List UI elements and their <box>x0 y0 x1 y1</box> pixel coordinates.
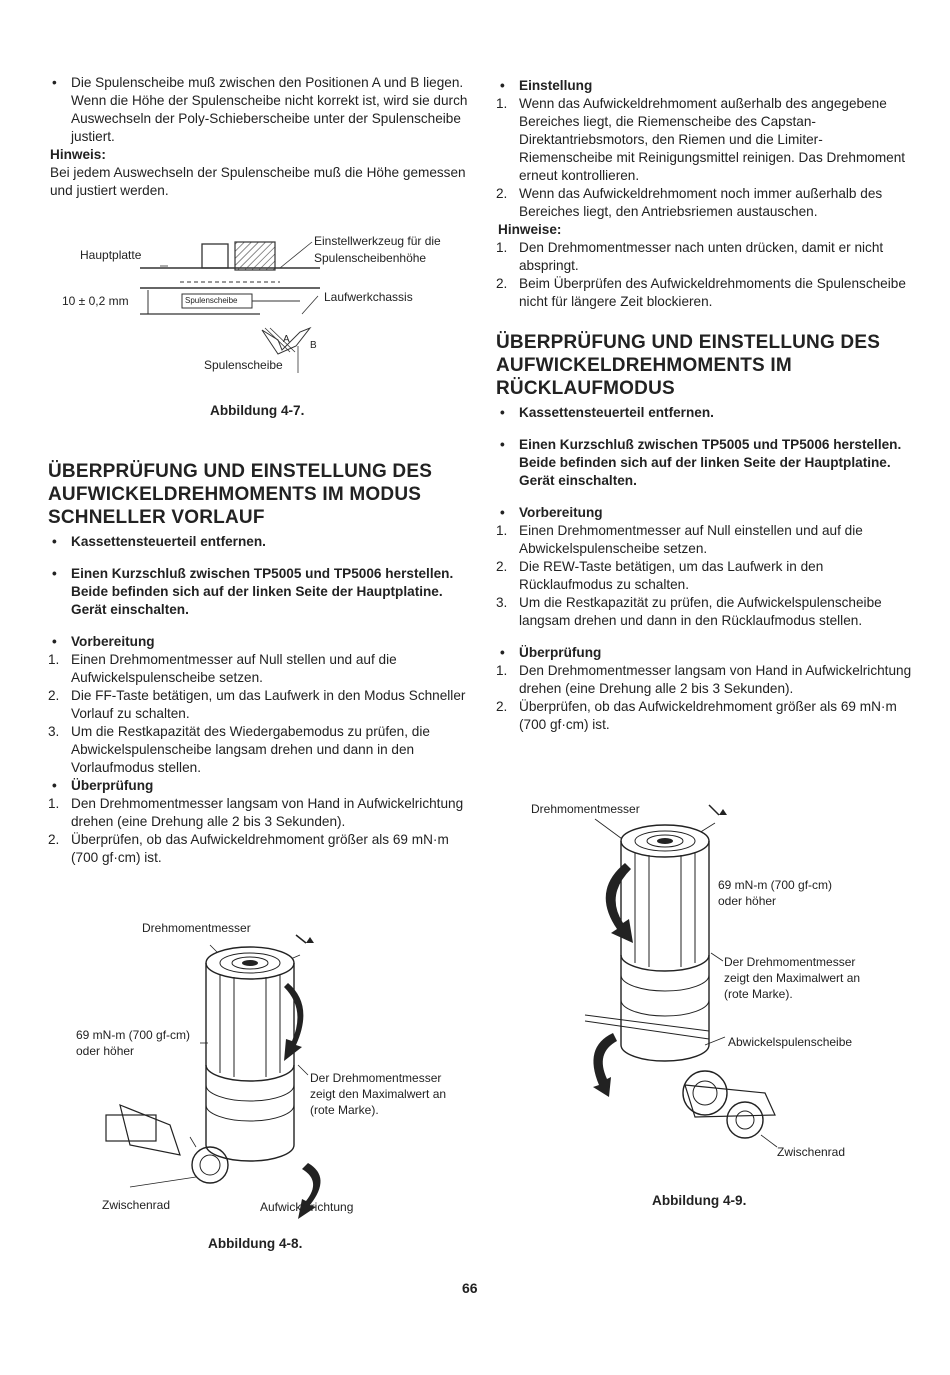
right-ueberpruefung-2: 2. Überprüfen, ob das Aufwickeldrehmoment größer als 69 mN·m (700 gf·cm) ist. <box>496 699 897 732</box>
label-max-3-2: (rote Marke). <box>724 987 793 1001</box>
right-ueberpruefung-label: • Überprüfung <box>494 644 914 662</box>
left-heading: ÜBERPRÜFUNG UND EINSTELLUNG DES AUFWICKELDREHMOMENTS IM MODUS SCHNELLER VORLAUF <box>48 461 433 528</box>
figure-4-8 <box>70 915 470 1225</box>
right-vorbereitung-label: • Vorbereitung <box>494 504 914 522</box>
caption-4-7: Abbildung 4-7. <box>210 403 305 418</box>
left-section <box>46 460 476 867</box>
label-laufwerkchassis: Laufwerkchassis <box>324 290 413 304</box>
torque-meter-ff-illustration <box>70 915 470 1225</box>
einstellung-1: 1. Wenn das Aufwickeldrehmoment außerhalb des angegebene Bereiches liegt, die Riemenscheibe des Capstan-Direktantriebsmotors, den Riemen und die Limiter-Riemenscheibe mit Reinigungsmittel reinigen. Das Drehmoment erneut kontrollieren. <box>496 96 906 183</box>
hinweise-1: 1. Den Drehmomentmesser nach unten drücken, damit er nicht abspringt. <box>496 240 884 273</box>
left-ueberpruefung-2: 2. Überprüfen, ob das Aufwickeldrehmoment größer als 69 mN·m (700 gf·cm) ist. <box>48 832 449 865</box>
label-tool-line1: Einstellwerkzeug für die <box>314 234 441 248</box>
left-ueberpruefung-1: 1. Den Drehmomentmesser langsam von Hand in Aufwickelrichtung drehen (eine Drehung alle 2 bis 3 Sekunden). <box>48 796 464 829</box>
intro-bullet: • Die Spulenscheibe muß zwischen den Positionen A und B liegen. Wenn die Höhe der Spulenscheibe nicht korrekt ist, wird sie durch Auswechseln der Poly-Schieberscheibe unter der Spulenscheibe justiert. <box>46 74 476 146</box>
right-vorbereitung-2: 2. Die REW-Taste betätigen, um das Laufwerk in den Rücklaufmodus zu schalten. <box>496 559 824 592</box>
label-max-1: Der Drehmomentmesser <box>310 1071 442 1085</box>
hinweise-2: 2. Beim Überprüfen des Aufwickeldrehmoments die Spulenscheibe nicht für längere Zeit blockieren. <box>496 276 906 309</box>
caption-4-9: Abbildung 4-9. <box>652 1193 747 1208</box>
label-value-2: oder höher <box>76 1044 135 1058</box>
figure-4-9 <box>525 795 925 1170</box>
label-value-1: 69 mN-m (700 gf-cm) <box>76 1028 191 1042</box>
label-value-1-2: 69 mN-m (700 gf-cm) <box>718 878 833 892</box>
label-aufwickelrichtung: Aufwickelrichtung <box>260 1200 354 1214</box>
label-zwischenrad: Zwischenrad <box>102 1198 171 1212</box>
left-vorbereitung-1: 1. Einen Drehmomentmesser auf Null stellen und auf die Aufwickelspulenscheibe setzen. <box>48 652 397 685</box>
left-bullet-2: • Einen Kurzschluß zwischen TP5005 und TP5006 herstellen. Beide befinden sich auf der linken Seite der Hauptplatine. Gerät einschalten. <box>46 565 476 619</box>
left-column <box>46 74 476 200</box>
right-bullet-1: • Kassettensteuerteil entfernen. <box>494 404 914 422</box>
right-vorbereitung-3: 3. Um die Restkapazität zu prüfen, die Aufwickelspulenscheibe langsam drehen und dann in den Rücklaufmodus stellen. <box>496 595 882 628</box>
label-spulenscheibe-small: Spulenscheibe <box>185 296 238 305</box>
label-drehmomentmesser-2: Drehmomentmesser <box>531 802 640 816</box>
left-vorbereitung-label: • Vorbereitung <box>46 633 476 651</box>
label-value-2-2: oder höher <box>718 894 777 908</box>
label-spulenscheibe: Spulenscheibe <box>204 358 283 372</box>
left-vorbereitung-3: 3. Um die Restkapazität des Wiedergabemodus zu prüfen, die Abwickelspulenscheibe langsam drehen und dann in den Vorlaufmodus stellen. <box>48 724 430 775</box>
left-bullet-1: • Kassettensteuerteil entfernen. <box>46 533 476 551</box>
label-abwickel: Abwickelspulenscheibe <box>728 1035 853 1049</box>
label-hauptplatte: Hauptplatte <box>80 248 142 262</box>
right-heading: ÜBERPRÜFUNG UND EINSTELLUNG DES AUFWICKELDREHMOMENTS IM RÜCKLAUFMODUS <box>496 332 881 399</box>
label-a: A <box>283 334 290 345</box>
caption-4-8: Abbildung 4-8. <box>208 1236 303 1251</box>
left-ueberpruefung-label: • Überprüfung <box>46 777 476 795</box>
label-max-1-2: Der Drehmomentmesser <box>724 955 856 969</box>
label-max-2-2: zeigt den Maximalwert an <box>724 971 861 985</box>
page-number: 66 <box>462 1280 478 1296</box>
right-bullet-2: • Einen Kurzschluß zwischen TP5005 und TP5006 herstellen. Beide befinden sich auf der linken Seite der Hauptplatine. Gerät einschalten. <box>494 436 914 490</box>
figure-4-7 <box>60 228 480 378</box>
hinweis-text: Bei jedem Auswechseln der Spulenscheibe muß die Höhe gemessen und justiert werden. <box>50 165 466 198</box>
label-max-3: (rote Marke). <box>310 1103 379 1117</box>
hinweis-label: Hinweis: <box>50 147 106 162</box>
label-tool-line2: Spulenscheibenhöhe <box>314 251 427 265</box>
label-max-2: zeigt den Maximalwert an <box>310 1087 447 1101</box>
label-zwischenrad-2: Zwischenrad <box>777 1145 846 1159</box>
right-vorbereitung-1: 1. Einen Drehmomentmesser auf Null einstellen und auf die Abwickelspulenscheibe setzen. <box>496 523 863 556</box>
einstellung-label: • Einstellung <box>494 77 914 95</box>
left-vorbereitung-2: 2. Die FF-Taste betätigen, um das Laufwerk in den Modus Schneller Vorlauf zu schalten. <box>48 688 466 721</box>
hinweise-label: Hinweise: <box>498 222 562 237</box>
label-drehmomentmesser: Drehmomentmesser <box>142 921 251 935</box>
right-ueberpruefung-1: 1. Den Drehmomentmesser langsam von Hand in Aufwickelrichtung drehen (eine Drehung alle 2 bis 3 Sekunden). <box>496 663 912 696</box>
einstellung-2: 2. Wenn das Aufwickeldrehmoment noch immer außerhalb des Bereiches liegt, den Antriebsriemen austauschen. <box>496 186 883 219</box>
label-b: B <box>310 340 317 351</box>
label-dimension: 10 ± 0,2 mm <box>62 294 129 308</box>
right-column <box>494 77 914 734</box>
